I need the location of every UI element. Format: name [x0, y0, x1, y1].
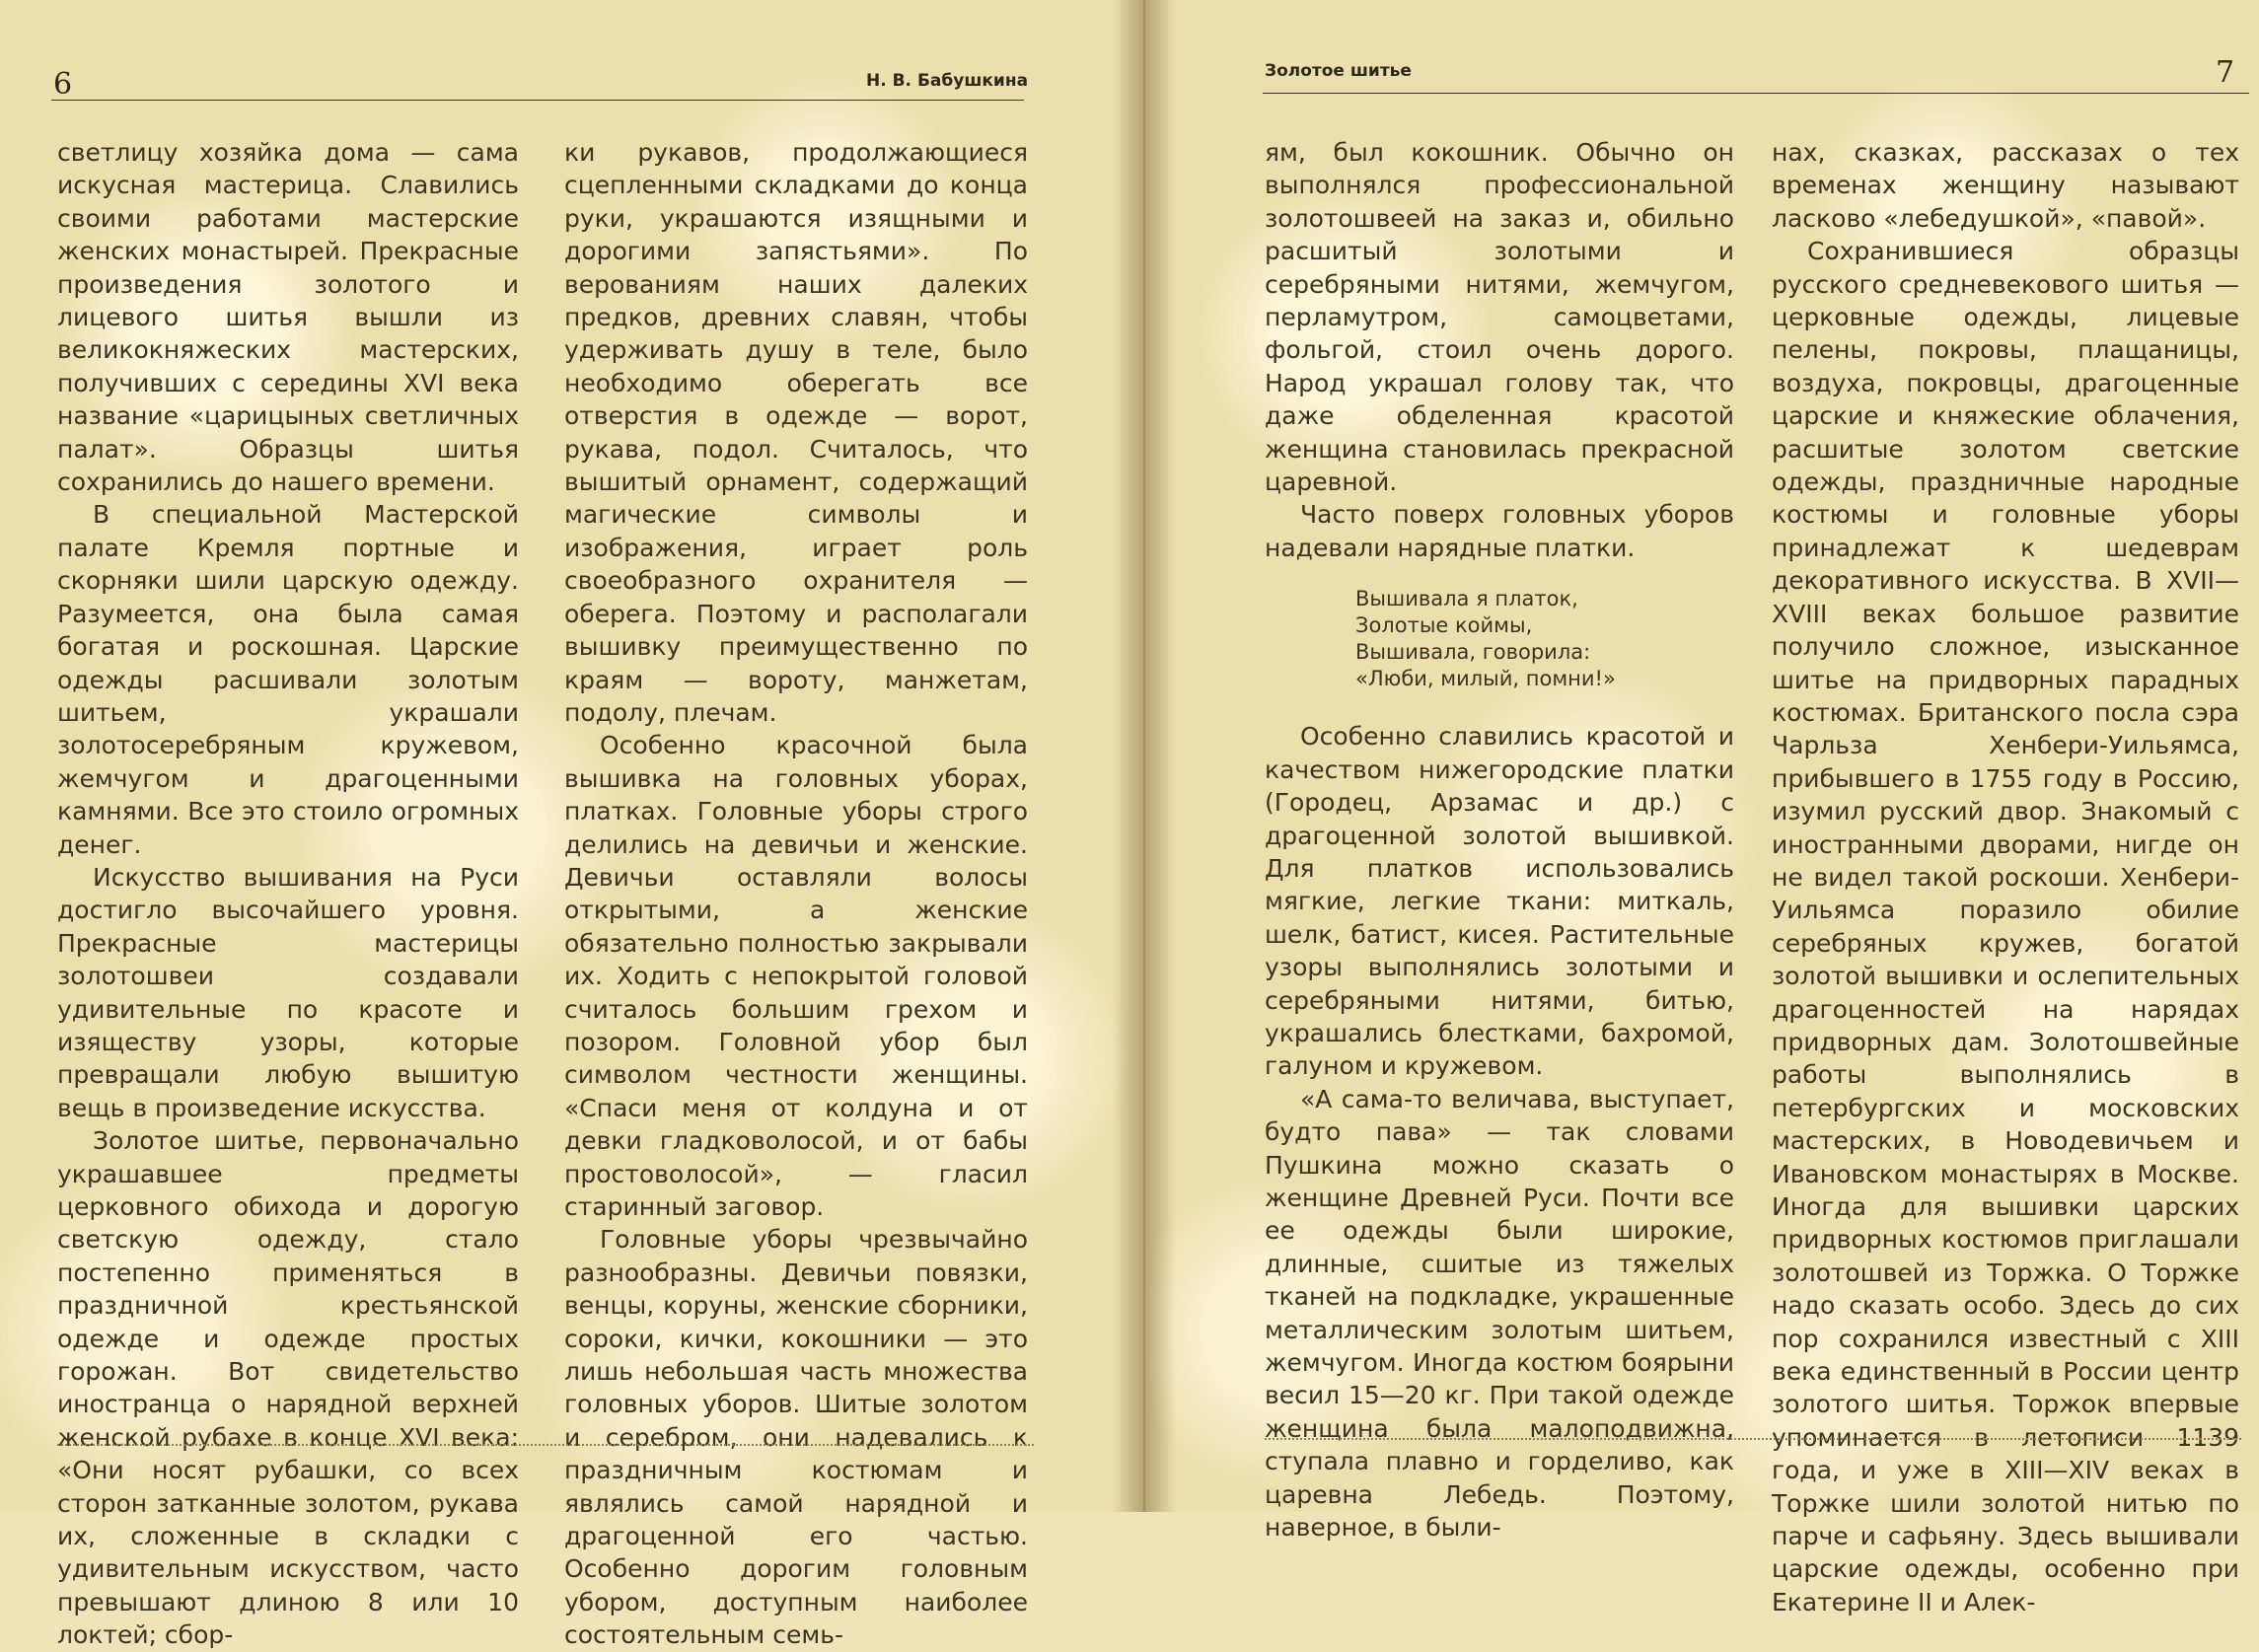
book-gutter: [1113, 0, 1176, 1512]
left-column-1: [57, 136, 519, 1652]
header-rule: [1263, 93, 2249, 94]
right-column-2: [1772, 136, 2239, 1618]
right-column-1: [1265, 136, 1734, 1544]
paragraph: светлицу хозяйка дома — сама искусная мастерица. Славились своими работами мастерские женских монастырей. Прекрасные произведения золотого и лицевого шитья вышли из великокняжеских мастерских, получивших с середины XVI века название «царицыных светличных палат». Образцы шитья сохранились до нашего времени.: [57, 138, 519, 497]
header-rule: [51, 100, 1024, 101]
paragraph: Особенно славились красотой и качеством нижегородские платки (Городец, Арзамас и др.) с драгоценной золотой вышивкой. Для платков использовались мягкие, легкие ткани: миткаль, шелк, батист, кисея. Растительные узоры выполнялись золотыми и серебряными нитями, битью, украшались блестками, бахромой, галуном и кружевом.: [1265, 722, 1734, 1081]
paragraph: Головные уборы чрезвычайно разнообразны. Девичьи повязки, венцы, коруны, женские сборники, сороки, кички, кокошники — это лишь небольшая часть множества головных уборов. Шитые золотом и серебром, они надевались к праздничным костюмам и являлись самой нарядной и драгоценной его частью. Особенно дорогим головным убором, доступным наиболее состоятельным семь-: [564, 1225, 1028, 1650]
paragraph: Сохранившиеся образцы русского средневекового шитья — церковные одежды, лицевые пелены, покровы, плащаницы, воздуха, покровцы, драгоценные царские и княжеские облачения, расшитые золотом светские одежды, праздничные народные костюмы и головные уборы принадлежат к шедеврам декоративного искусства. В XVII—XVIII веках большое развитие получило сложное, изысканное шитье на придворных парадных костюмах. Британского посла сэра Чарльза Хенбери-Уильямса, прибывшего в 1755 году в Россию, изумил русский двор. Знакомый с иностранными дворами, нигде он не видел такой роскоши. Хенбери-Уильямса поразило обилие серебряных кружев, богатой золотой вышивки и ослепительных драгоценностей на нарядах придворных дам. Золотошвейные работы выполнялись в петербургских и московских мастерских, в Новодевичьем и Ивановском монастырях в Москве. Иногда для вышивки царских придворных костюмов приглашали золотошвей из Торжка. О Торжке надо сказать особо. Здесь до сих пор сохранился известный с XIII века единственный в России центр золотого шитья. Торжок впервые упоминается в летописи 1139 года, и уже в XIII—XIV веках в Торжке шили золотой нитью по парче и сафьяну. Здесь вышивали царские одежды, особенно при Екатерине II и Алек-: [1772, 237, 2239, 1616]
paragraph: «А сама-то величава, выступает, будто пава» — так словами Пушкина можно сказать о женщине Древней Руси. Почти все ее одежды были широкие, длинные, сшитые из тяжелых тканей на подкладке, украшенные металлическим золотым шитьем, жемчугом. Иногда костюм боярыни весил 15—20 кг. При такой одежде женщина была малоподвижна, ступала плавно и горделиво, как царевна Лебедь. Поэтому, наверное, в были-: [1265, 1084, 1734, 1543]
paragraph: ям, был кокошник. Обычно он выполнялся профессиональной золотошвеей на заказ и, обильно расшитый золотыми и серебряными нитями, жемчугом, перламутром, самоцветами, фольгой, стоил очень дорого. Народ украшал голову так, что даже обделенная красотой женщина становилась прекрасной царевной.: [1265, 138, 1734, 497]
page-number: 6: [53, 67, 73, 102]
poem-verse: [1355, 586, 1734, 692]
footer-rule: [57, 1444, 1034, 1446]
running-head-author: Н. В. Бабушкина: [866, 71, 1029, 91]
paragraph: В специальной Мастерской палате Кремля портные и скорняки шили царскую одежду. Разумеется, она была самая богатая и роскошная. Царские одежды расшивали золотым шитьем, украшали золотосеребряным кружевом, жемчугом и драгоценными камнями. Все это стоило огромных денег.: [57, 500, 519, 859]
paragraph: нах, сказках, рассказах о тех временах женщину называют ласково «лебедушкой», «павой».: [1772, 138, 2239, 233]
right-page: [1144, 0, 2259, 1616]
paragraph: Искусство вышивания на Руси достигло высочайшего уровня. Прекрасные мастерицы золотошвеи создавали удивительные по красоте и изяществу узоры, которые превращали любую вышитую вещь в произведение искусства.: [57, 862, 519, 1122]
running-head-title: Золотое шитье: [1265, 61, 1412, 81]
paragraph: Особенно красочной была вышивка на головных уборах, платках. Головные уборы строго делились на девичьи и женские. Девичьи оставляли волосы открытыми, а женские обязательно полностью закрывали их. Ходить с непокрытой головой считалось большим грехом и позором. Головной убор был символом честности женщины. «Спаси меня от колдуна и от девки гладковолосой, и от бабы простоволосой», — гласил старинный заговор.: [564, 731, 1028, 1221]
poem-line: Вышивала, говорила:: [1355, 640, 1591, 665]
poem-line: Вышивала я платок,: [1355, 587, 1578, 611]
poem-line: «Люби, милый, помни!»: [1355, 667, 1616, 691]
footer-rule: [1265, 1438, 2241, 1440]
paragraph: Золотое шитье, первоначально украшавшее предметы церковного обихода и дорогую светскую одежду, стало постепенно применяться в праздничной крестьянской одежде и одежде простых горожан. Вот свидетельство иностранца о нарядной верхней женской рубахе в конце XVI века: «Они носят рубашки, со всех сторон затканные золотом, рукава их, сложенные в складки с удивительным искусством, часто превышают длиною 8 или 10 локтей; сбор-: [57, 1126, 519, 1650]
left-column-2: [564, 136, 1028, 1652]
paragraph: Часто поверх головных уборов надевали нарядные платки.: [1265, 500, 1734, 562]
page-number: 7: [2216, 55, 2235, 90]
poem-line: Золотые коймы,: [1355, 613, 1533, 638]
paragraph: ки рукавов, продолжающиеся сцепленными складками до конца руки, украшаются изящными и дорогими запястьями». По верованиям наших далеких предков, древних славян, чтобы удерживать душу в теле, было необходимо оберегать все отверстия в одежде — ворот, рукава, подол. Считалось, что вышитый орнамент, содержащий магические символы и изображения, играет роль своеобразного охранителя — оберега. Поэтому и располагали вышивку преимущественно по краям — вороту, манжетам, подолу, плечам.: [564, 138, 1028, 727]
